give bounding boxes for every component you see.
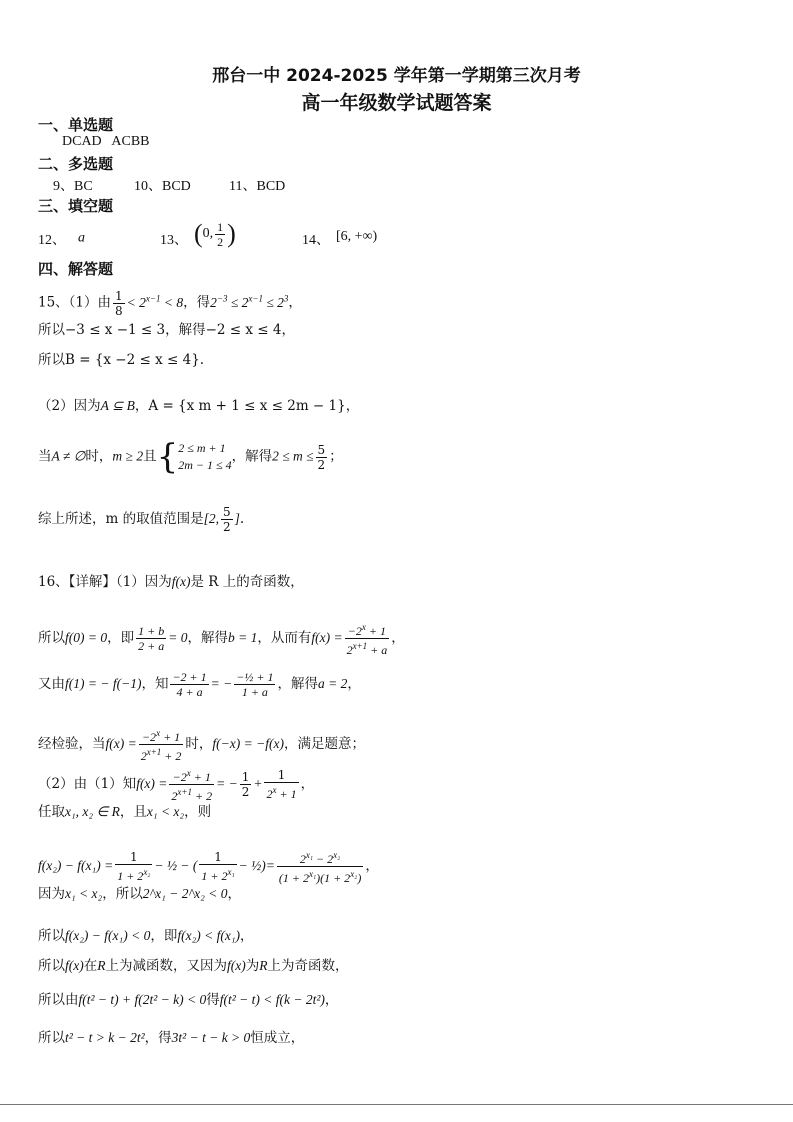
answer-12-formula: a [78, 230, 85, 246]
section-heading-multi-choice: 二、多选题 [38, 155, 114, 173]
q16-line-4: 经检验，当f(x) = $\frac{-2^x + 1}{2^{x+1} + 2}$ 时，f(−x) = −f(x)，满足题意； [38, 728, 365, 763]
q15-line-1: 15、（1）由 $\frac{1}{8}$ < $2^{x-1} < 8$，得$2^{-3} \le 2^{x-1} \le 2^3$， [38, 288, 302, 318]
q16-line-12: 所以t² − t > k − 2t²，得3t² − t − k > 0恒成立， [38, 1030, 305, 1046]
q16-line-2: 所以f(0) = 0，即 $\frac{1 + b}{2 + a}$ = 0，解得b = 1，从而有f(x) = $\frac{-2^x + 1}{2^{x+1} + a}$ ， [38, 622, 405, 657]
q16-line-10: 所以f(x)在R上为减函数，又因为f(x)为R上为奇函数， [38, 958, 349, 974]
q16-line-7: f(x₂) − f(x₁) = $\frac{1}{1 + 2^{x_2}}$ − ½ − ( $\frac{1}{1 + 2^{x_1}}$ − ½)= $\frac{2^{x_1} - 2^{x_2}}{(1 + 2^{x_1})(1 + 2^{x_2})}$ ， [38, 850, 379, 885]
single-choice-answers: DCAD ACBB [62, 134, 150, 149]
q16-line-5: （2）由（1）知f(x) = $\frac{-2^x + 1}{2^{x+1} + 2}$ = − $\frac{1}{2}$ + $\frac{1}{2^x + 1}$ ， [38, 768, 315, 803]
q16-line-11: 所以由f(t² − t) + f(2t² − k) < 0得f(t² − t) < f(k − 2t²)， [38, 992, 339, 1008]
q16-line-8: 因为x₁ < x₂，所以2^x₁ − 2^x₂ < 0， [38, 886, 241, 902]
answer-9: 9、BC [53, 179, 93, 194]
answer-14-formula: [6, +∞) [336, 229, 378, 244]
q15-line-3: 所以B = {x −2 ≤ x ≤ 4}. [38, 352, 205, 368]
answer-13-label: 13、 [160, 233, 188, 248]
q16-line-9: 所以f(x₂) − f(x₁) < 0，即f(x₂) < f(x₁)， [38, 928, 254, 944]
answer-14-label: 14、 [302, 233, 330, 248]
q15-line-2: 所以−3 ≤ x −1 ≤ 3，解得−2 ≤ x ≤ 4， [38, 322, 295, 338]
page-subtitle: 高一年级数学试题答案 [301, 92, 492, 114]
q15-line-5: 当A ≠ ∅时，m ≥ 2且{2 ≤ m + 1 2m − 1 ≤ 4，解得2 ≤ m ≤ $\frac{5}{2}$ ； [38, 437, 343, 477]
q15-line-6: 综上所述，m 的取值范围是[2, $\frac{5}{2}$ ]. [38, 505, 245, 534]
section-heading-fill-blank: 三、填空题 [38, 197, 114, 215]
footer-divider [0, 1104, 793, 1105]
section-heading-solutions: 四、解答题 [38, 260, 114, 278]
answer-12-label: 12、 [38, 233, 66, 248]
q16-line-6: 任取x₁, x₂ ∈ R，且x₁ < x₂，则 [38, 804, 212, 820]
section-heading-single-choice: 一、单选题 [38, 116, 114, 134]
answer-11: 11、BCD [229, 179, 286, 194]
q16-line-1: 16、【详解】（1）因为f(x)是 R 上的奇函数， [38, 574, 304, 590]
answer-10: 10、BCD [134, 179, 191, 194]
page-title: 邢台一中 2024-2025 学年第一学期第三次月考 [212, 66, 581, 86]
q15-line-4: （2）因为A ⊆ B，A = {x m + 1 ≤ x ≤ 2m − 1}， [38, 398, 360, 414]
answer-13-formula: (0, $\frac{1}{2}$ ) [194, 219, 236, 249]
q16-line-3: 又由f(1) = − f(−1)，知 $\frac{-2 + 1}{4 + a}$ = − $\frac{\text{−½ + 1}}{1 + a}$ ，解得a = 2， [38, 670, 361, 699]
